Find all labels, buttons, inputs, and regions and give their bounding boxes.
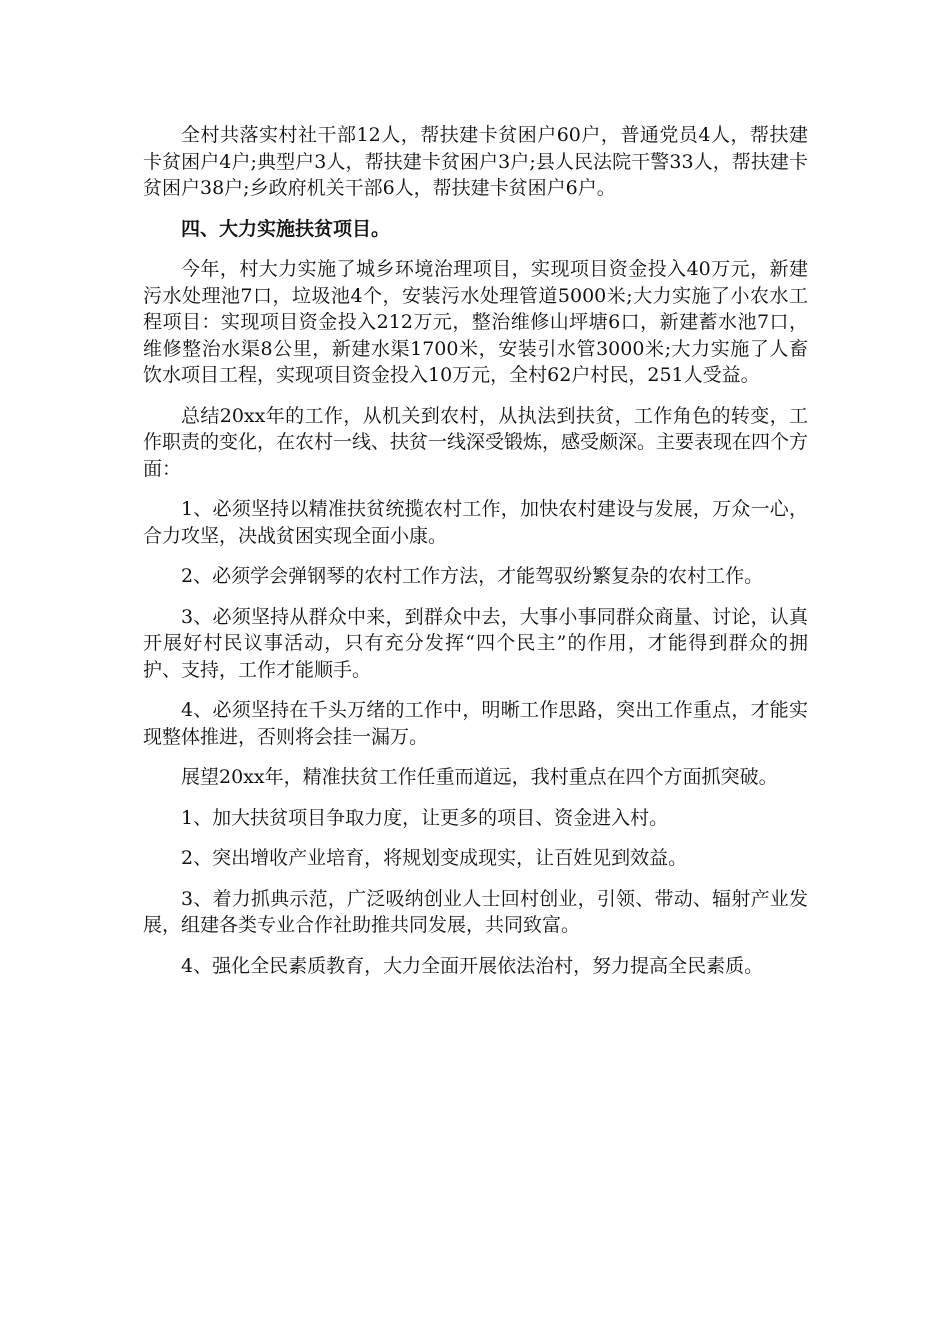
paragraph-goal-2: 2、突出增收产业培育，将规划变成现实，让百姓见到效益。: [181, 847, 688, 869]
paragraph-lesson-1: 1、必须坚持以精准扶贫统揽农村工作，加快农村建设与发展，万众一心，合力攻坚，决战贫困实现全面小康。: [143, 498, 808, 547]
paragraph-project-investment: 今年，村大力实施了城乡环境治理项目，实现项目资金投入40万元，新建污水处理池7口，垃圾池4个，安装污水处理管道5000米;大力实施了小农水工程项目：实现项目资金投入212万元，整治维修山坪塘6口，新建蓄水池7口，维修整治水渠8公里，新建水渠1700米，安装引水管3000米;大力实施了人畜饮水项目工程，实现项目资金投入10万元，全村62户村民，251人受益。: [143, 258, 808, 386]
document-body: [143, 122, 808, 993]
paragraph-outlook: 展望20xx年，精准扶贫工作任重而道远，我村重点在四个方面抓突破。: [181, 766, 778, 788]
paragraph-lesson-2: 2、必须学会弹钢琴的农村工作方法，才能驾驭纷繁复杂的农村工作。: [181, 565, 764, 587]
paragraph-goal-1: 1、加大扶贫项目争取力度，让更多的项目、资金进入村。: [181, 806, 669, 829]
paragraph-goal-4: 4、强化全民素质教育，大力全面开展依法治村，努力提高全民素质。: [181, 954, 764, 977]
paragraph-cadre-assignment: 全村共落实村社干部12人，帮扶建卡贫困户60户，普通党员4人，帮扶建卡贫困户4户;典型户3人，帮扶建卡贫困户3户;县人民法院干警33人，帮扶建卡贫困户38户;乡政府机关干部6人，帮扶建卡贫困户6户。: [143, 124, 808, 199]
paragraph-goal-3: 3、着力抓典示范，广泛吸纳创业人士回村创业，引领、带动、辐射产业发展，组建各类专业合作社助推共同发展，共同致富。: [143, 887, 808, 936]
section-heading-poverty-projects: 四、大力实施扶贫项目。: [181, 217, 391, 240]
paragraph-lesson-4: 4、必须坚持在千头万绪的工作中，明晰工作思路，突出工作重点，才能实现整体推进，否则将会挂一漏万。: [143, 699, 808, 748]
paragraph-year-summary: 总结20xx年的工作，从机关到农村，从执法到扶贫，工作角色的转变，工作职责的变化，在农村一线、扶贫一线深受锻炼，感受颇深。主要表现在四个方面：: [143, 404, 809, 480]
paragraph-lesson-3: 3、必须坚持从群众中来，到群众中去，大事小事同群众商量、讨论，认真开展好村民议事活动，只有充分发挥“四个民主”的作用，才能得到群众的拥护、支持，工作才能顺手。: [143, 605, 808, 681]
